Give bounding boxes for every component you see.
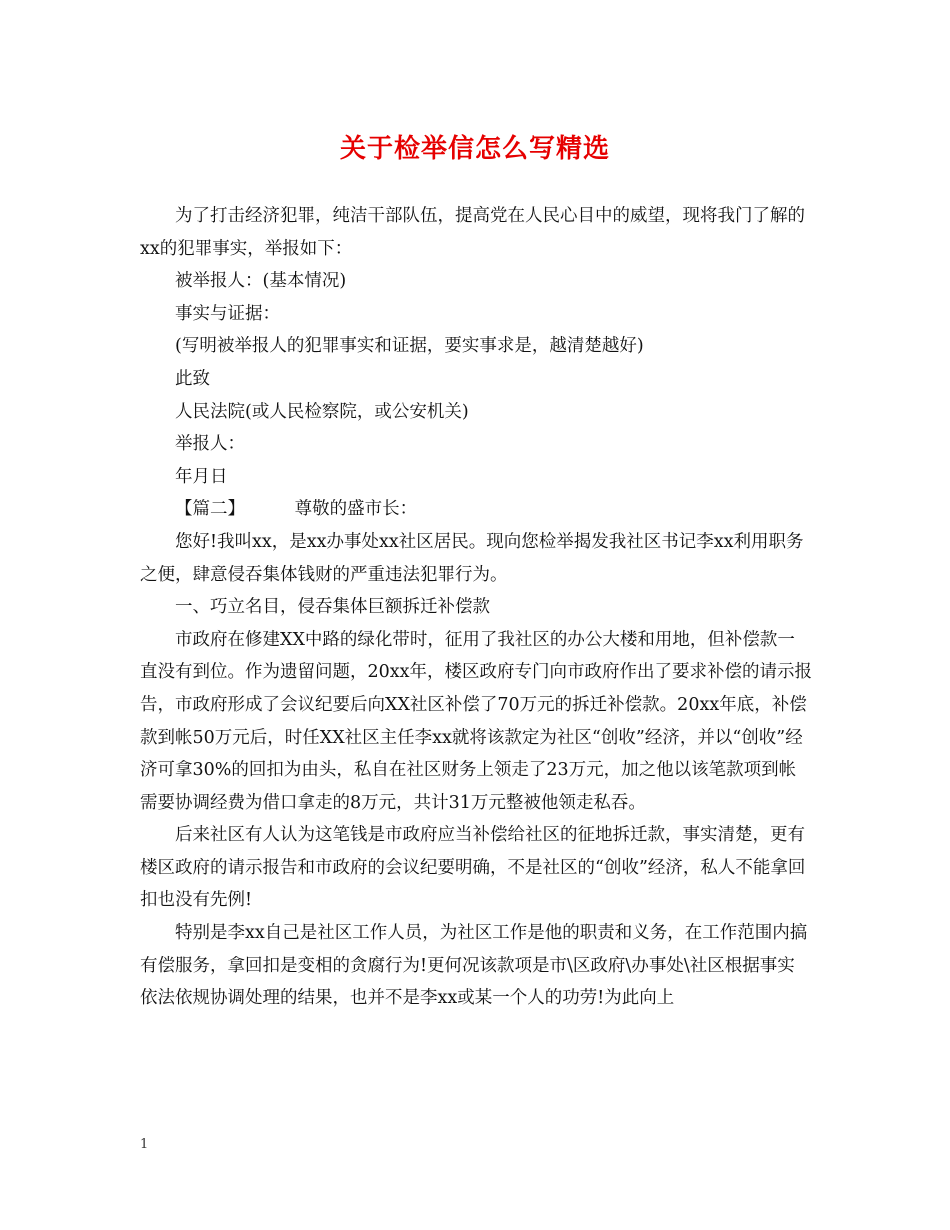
facts-note: (写明被举报人的犯罪事实和证据，要实事求是，越清楚越好) bbox=[175, 336, 644, 357]
accused-line: 被举报人：(基本情况) bbox=[175, 271, 347, 292]
paragraph-2: 市政府在修建XX中路的绿化带时，征用了我社区的办公大楼和用地，但补偿款一直没有到位。作为遗留问题，20xx年，楼区政府专门向市政府作出了要求补偿的请示报告，市政府形成了会议纪要后向XX社区补偿了70万元的拆迁补偿款。20xx年底，补偿款到帐50万元后，时任XX社区主任李xx就将该款定为社区“创收”经济，并以“创收”经济可拿30%的回扣为由头，私自在社区财务上领走了23万元，加之他以该笔款项到帐需要协调经费为借口拿走的8万元，共计31万元整被他领走私吞。 bbox=[140, 629, 813, 813]
page-number: 1 bbox=[140, 1137, 149, 1152]
heading-1: 一、巧立名目，侵吞集体巨额拆迁补偿款 bbox=[175, 597, 490, 618]
intro-paragraph: 为了打击经济犯罪，纯洁干部队伍，提高党在人民心目中的威望，现将我门了解的xx的犯罪事实，举报如下： bbox=[140, 206, 805, 259]
section2-addressee: 尊敬的盛市长： bbox=[294, 499, 418, 520]
recipient-line: 人民法院(或人民检察院，或公安机关) bbox=[175, 401, 469, 422]
section2-label: 【篇二】 bbox=[175, 499, 245, 520]
document-body bbox=[140, 200, 812, 1015]
date-line: 年月日 bbox=[175, 466, 228, 487]
paragraph-1: 您好!我叫xx，是xx办事处xx社区居民。现向您检举揭发我社区书记李xx利用职务之便，肆意侵吞集体钱财的严重违法犯罪行为。 bbox=[140, 531, 804, 585]
reporter-line: 举报人： bbox=[175, 434, 245, 455]
paragraph-3: 后来社区有人认为这笔钱是市政府应当补偿给社区的征地拆迁款，事实清楚，更有楼区政府的请示报告和市政府的会议纪要明确，不是社区的“创收”经济，私人不能拿回扣也没有先例! bbox=[140, 825, 806, 911]
paragraph-4: 特别是李xx自己是社区工作人员，为社区工作是他的职责和义务，在工作范围内搞有偿服务，拿回扣是变相的贪腐行为!更何况该款项是市\区政府\办事处\社区根据事实依法依规协调处理的结果，也并不是李xx或某一个人的功劳!为此向上 bbox=[140, 923, 808, 1009]
salutation-line: 此致 bbox=[175, 368, 210, 389]
section2-heading bbox=[140, 493, 812, 526]
document-title: 关于检举信怎么写精选 bbox=[339, 134, 610, 164]
facts-label: 事实与证据： bbox=[175, 303, 280, 324]
